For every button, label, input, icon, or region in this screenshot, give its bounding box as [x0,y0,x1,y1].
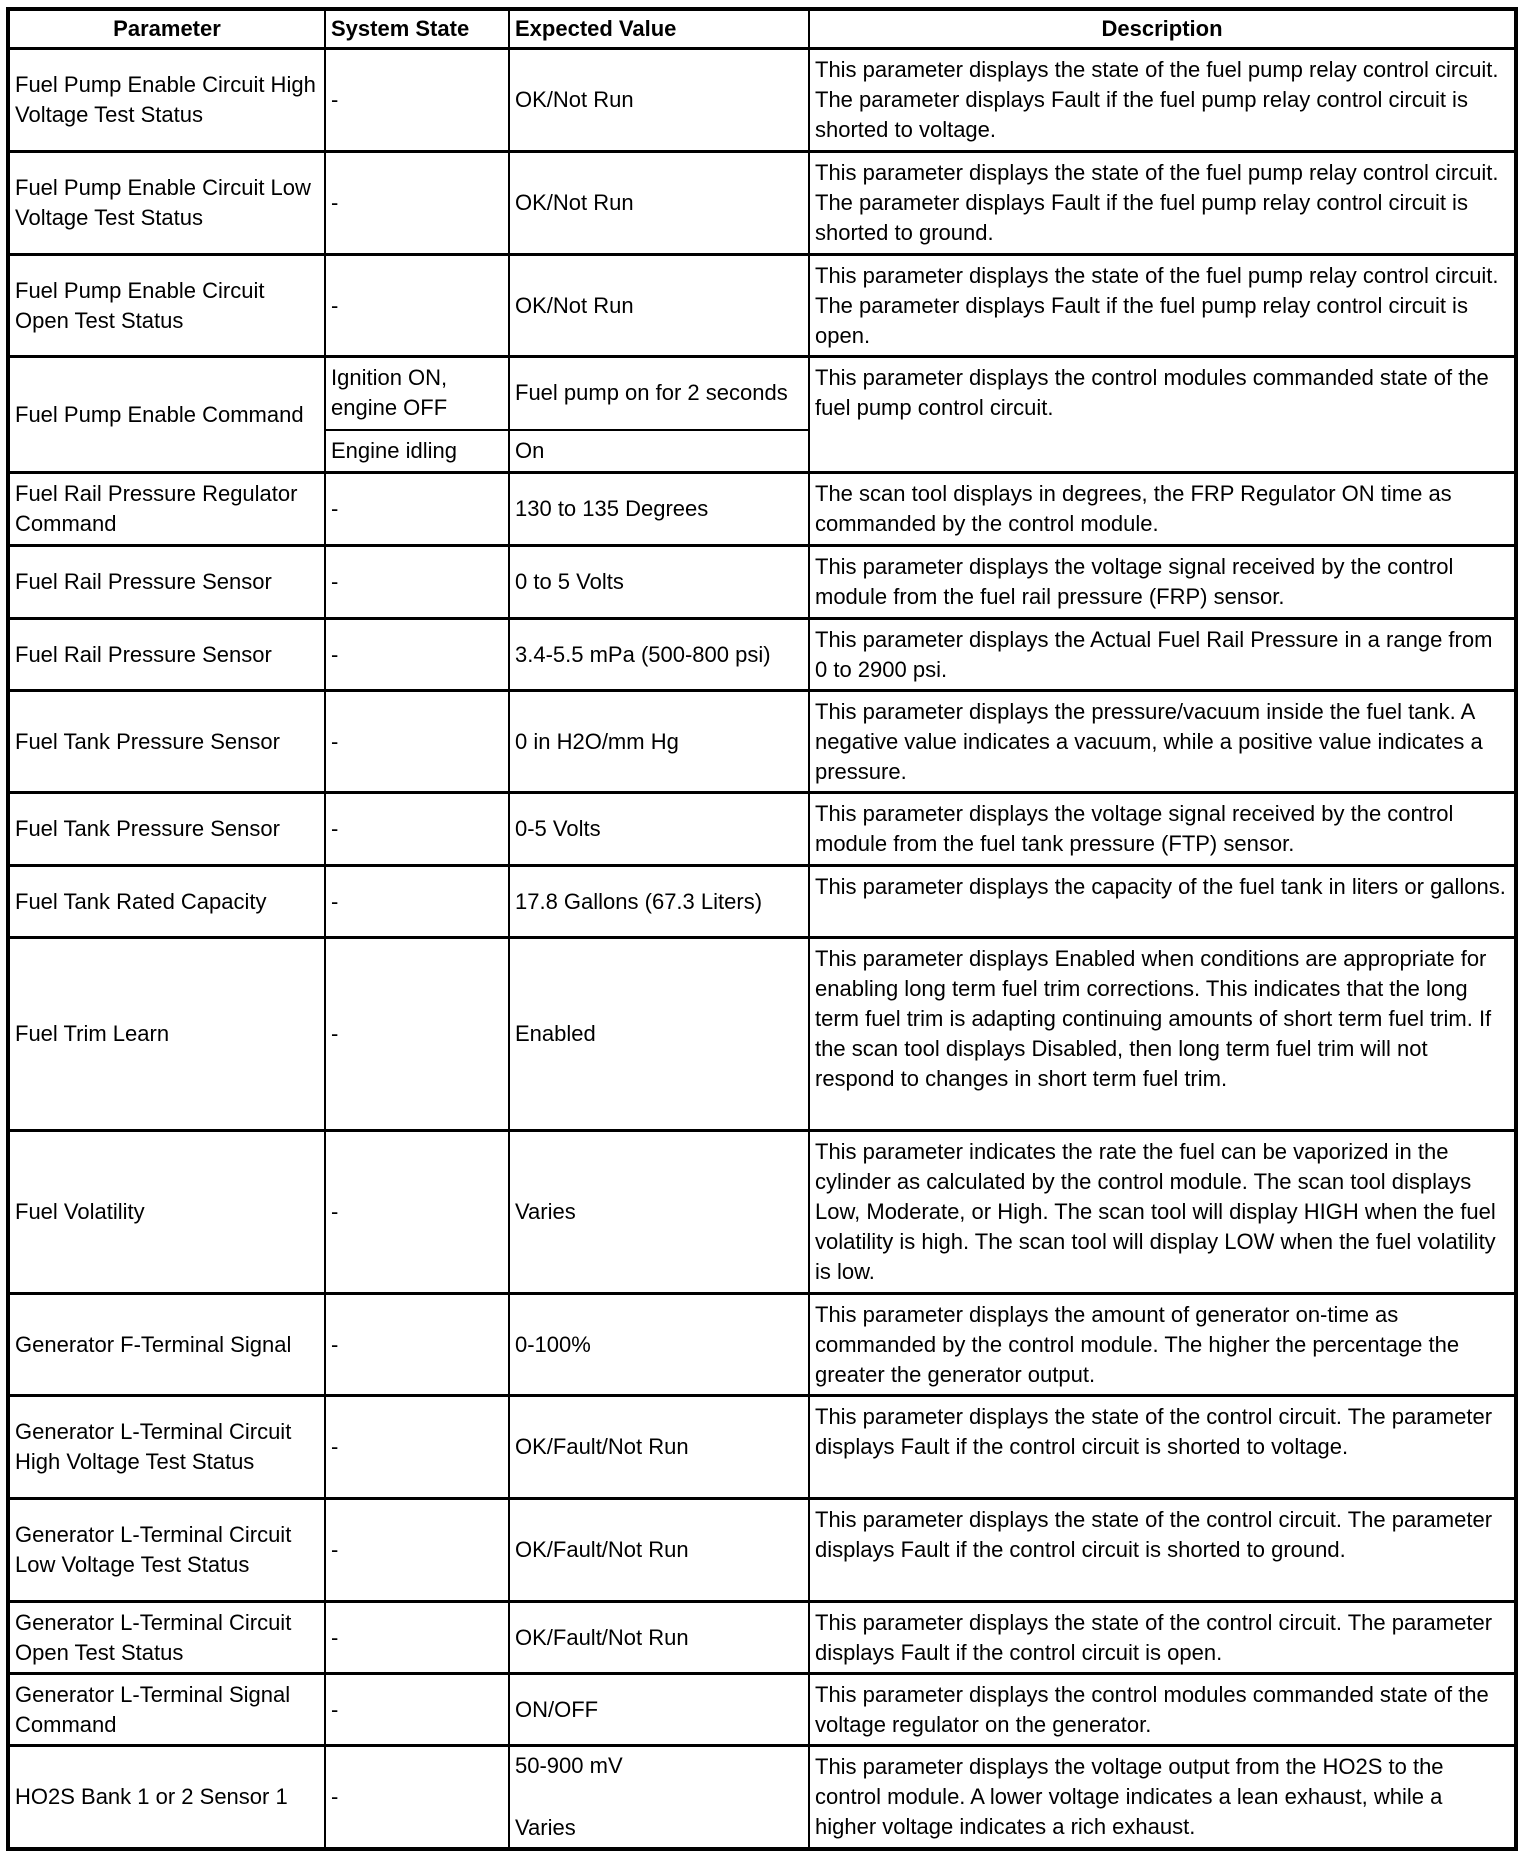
expected-value-cell: 0 in H2O/mm Hg [509,691,809,793]
table-row [8,1396,1516,1499]
table-row [8,1131,1516,1294]
header-parameter: Parameter [8,9,325,49]
description-cell: This parameter displays the voltage signal received by the control module from the fuel rail pressure (FRP) sensor. [809,546,1516,619]
system-state-cell: - [325,49,509,152]
parameter-cell: Fuel Volatility [8,1131,325,1294]
expected-value-cell: 3.4-5.5 mPa (500-800 psi) [509,619,809,691]
table-row [8,1746,1516,1849]
expected-value-cell: Fuel pump on for 2 seconds [509,357,809,430]
parameter-cell: Fuel Rail Pressure Regulator Command [8,473,325,546]
parameter-cell: Generator F-Terminal Signal [8,1294,325,1396]
header-description: Description [809,9,1516,49]
system-state-cell: - [325,1131,509,1294]
description-cell: This parameter displays the Actual Fuel Rail Pressure in a range from 0 to 2900 psi. [809,619,1516,691]
table-row [8,1499,1516,1602]
table-row [8,357,1516,430]
table-row [8,1294,1516,1396]
expected-value-secondary: Varies [515,1814,576,1840]
expected-value-cell: 0 to 5 Volts [509,546,809,619]
expected-value-cell: 0-5 Volts [509,793,809,866]
description-cell: This parameter displays the amount of generator on-time as commanded by the control module. The higher the percentage the greater the generator output. [809,1294,1516,1396]
description-cell: This parameter displays the control modules commanded state of the fuel pump control circuit. [809,357,1516,473]
expected-value-cell: Varies [509,1131,809,1294]
table-row [8,152,1516,255]
parameter-cell: Fuel Pump Enable Circuit Open Test Status [8,255,325,357]
description-cell: This parameter displays the capacity of the fuel tank in liters or gallons. [809,866,1516,938]
parameter-cell: Fuel Tank Pressure Sensor [8,793,325,866]
expected-value-cell: OK/Fault/Not Run [509,1602,809,1674]
table-row [8,255,1516,357]
description-cell: This parameter displays the state of the fuel pump relay control circuit. The parameter displays Fault if the fuel pump relay control circuit is shorted to ground. [809,152,1516,255]
table-row [8,1602,1516,1674]
description-cell: This parameter displays the voltage output from the HO2S to the control module. A lower voltage indicates a lean exhaust, while a higher voltage indicates a rich exhaust. [809,1746,1516,1849]
parameter-cell: Fuel Trim Learn [8,938,325,1131]
parameter-cell: Fuel Tank Rated Capacity [8,866,325,938]
description-cell: This parameter displays the voltage signal received by the control module from the fuel tank pressure (FTP) sensor. [809,793,1516,866]
expected-value-cell: 17.8 Gallons (67.3 Liters) [509,866,809,938]
system-state-cell: Engine idling [325,430,509,473]
system-state-cell: - [325,255,509,357]
expected-value-cell: OK/Not Run [509,255,809,357]
parameter-cell: Generator L-Terminal Circuit Low Voltage Test Status [8,1499,325,1602]
description-cell: This parameter displays the state of the control circuit. The parameter displays Fault if the control circuit is open. [809,1602,1516,1674]
expected-value-cell [509,1746,809,1849]
expected-value-cell: 0-100% [509,1294,809,1396]
parameter-cell: Fuel Pump Enable Circuit High Voltage Test Status [8,49,325,152]
system-state-cell: - [325,691,509,793]
expected-value-cell: OK/Fault/Not Run [509,1396,809,1499]
expected-value-cell: OK/Fault/Not Run [509,1499,809,1602]
expected-value-primary: 50-900 mV [515,1752,623,1778]
parameter-cell: Fuel Tank Pressure Sensor [8,691,325,793]
description-cell: The scan tool displays in degrees, the FRP Regulator ON time as commanded by the control module. [809,473,1516,546]
expected-value-cell: On [509,430,809,473]
table-row [8,619,1516,691]
parameter-cell: Generator L-Terminal Signal Command [8,1674,325,1746]
table-row [8,938,1516,1131]
expected-value-cell: Enabled [509,938,809,1131]
header-system-state: System State [325,9,509,49]
system-state-cell: - [325,1499,509,1602]
description-cell: This parameter displays Enabled when conditions are appropriate for enabling long term fuel trim corrections. This indicates that the long term fuel trim is adapting continuing amounts of short term fuel trim. If the scan tool displays Disabled, then long term fuel trim will not respond to changes in short term fuel trim. [809,938,1516,1131]
system-state-cell: - [325,793,509,866]
table-row [8,691,1516,793]
system-state-cell: - [325,546,509,619]
table-body [8,49,1516,1849]
table-header-row [8,9,1516,49]
system-state-cell: - [325,1396,509,1499]
system-state-cell: - [325,473,509,546]
description-cell: This parameter indicates the rate the fuel can be vaporized in the cylinder as calculated by the control module. The scan tool displays Low, Moderate, or High. The scan tool will display HIGH when the fuel volatility is high. The scan tool will display LOW when the fuel volatility is low. [809,1131,1516,1294]
description-cell: This parameter displays the state of the fuel pump relay control circuit. The parameter displays Fault if the fuel pump relay control circuit is open. [809,255,1516,357]
system-state-cell: - [325,1746,509,1849]
system-state-cell: - [325,1602,509,1674]
table-row [8,49,1516,152]
table-row [8,1674,1516,1746]
header-expected-value: Expected Value [509,9,809,49]
expected-value-cell: OK/Not Run [509,152,809,255]
system-state-cell: - [325,1294,509,1396]
system-state-cell: - [325,619,509,691]
parameter-cell: Fuel Pump Enable Circuit Low Voltage Test Status [8,152,325,255]
system-state-cell: Ignition ON, engine OFF [325,357,509,430]
system-state-cell: - [325,152,509,255]
description-cell: This parameter displays the control modules commanded state of the voltage regulator on the generator. [809,1674,1516,1746]
expected-value-cell: OK/Not Run [509,49,809,152]
parameter-cell: Fuel Rail Pressure Sensor [8,546,325,619]
system-state-cell: - [325,1674,509,1746]
table-row [8,473,1516,546]
parameter-cell: Fuel Rail Pressure Sensor [8,619,325,691]
parameter-table [6,7,1518,1851]
parameter-cell: HO2S Bank 1 or 2 Sensor 1 [8,1746,325,1849]
parameter-cell: Generator L-Terminal Circuit High Voltage Test Status [8,1396,325,1499]
expected-value-cell: 130 to 135 Degrees [509,473,809,546]
expected-value-cell: ON/OFF [509,1674,809,1746]
description-cell: This parameter displays the pressure/vacuum inside the fuel tank. A negative value indicates a vacuum, while a positive value indicates a pressure. [809,691,1516,793]
description-cell: This parameter displays the state of the fuel pump relay control circuit. The parameter displays Fault if the fuel pump relay control circuit is shorted to voltage. [809,49,1516,152]
parameter-cell: Generator L-Terminal Circuit Open Test Status [8,1602,325,1674]
table-row [8,866,1516,938]
description-cell: This parameter displays the state of the control circuit. The parameter displays Fault if the control circuit is shorted to voltage. [809,1396,1516,1499]
parameter-cell: Fuel Pump Enable Command [8,357,325,473]
system-state-cell: - [325,938,509,1131]
description-cell: This parameter displays the state of the control circuit. The parameter displays Fault if the control circuit is shorted to ground. [809,1499,1516,1602]
table-row [8,793,1516,866]
system-state-cell: - [325,866,509,938]
table-row [8,546,1516,619]
